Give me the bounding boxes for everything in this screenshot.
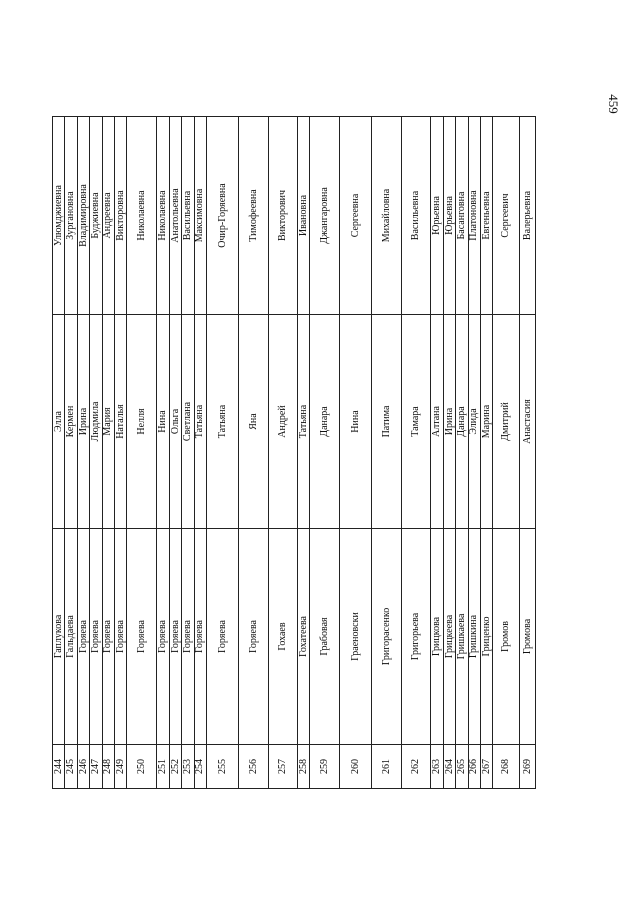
patronymic-cell: Евгеньевна (481, 117, 493, 315)
table-row (298, 117, 310, 789)
row-number: 261 (372, 745, 402, 789)
first-name-cell: Нина (157, 315, 169, 529)
first-name-cell: Нелля (127, 315, 157, 529)
table-row (102, 117, 114, 789)
table-row (402, 117, 431, 789)
row-number: 244 (53, 745, 65, 789)
row-number: 249 (115, 745, 127, 789)
first-name-cell: Нина (340, 315, 372, 529)
table-row (340, 117, 372, 789)
table-row (269, 117, 298, 789)
last-name-cell: Гохаев (269, 529, 298, 745)
table-row (310, 117, 340, 789)
rotated-table-wrapper (52, 117, 536, 789)
last-name-cell: Гришкина (468, 529, 480, 745)
patronymic-cell: Анатольевна (169, 117, 181, 315)
patronymic-cell: Юрьевна (431, 117, 443, 315)
table-row (157, 117, 169, 789)
table-row (372, 117, 402, 789)
first-name-cell: Данара (310, 315, 340, 529)
first-name-cell: Мария (102, 315, 114, 529)
patronymic-cell: Сергеевна (340, 117, 372, 315)
last-name-cell: Горяева (90, 529, 102, 745)
last-name-cell: Громова (520, 529, 536, 745)
last-name-cell: Горяева (182, 529, 194, 745)
row-number: 264 (443, 745, 455, 789)
first-name-cell: Татьяна (207, 315, 239, 529)
row-number: 252 (169, 745, 181, 789)
row-number: 248 (102, 745, 114, 789)
first-name-cell: Ирина (443, 315, 455, 529)
first-name-cell: Яна (239, 315, 269, 529)
last-name-cell: Горяева (157, 529, 169, 745)
first-name-cell: Данара (456, 315, 468, 529)
last-name-cell: Горяева (207, 529, 239, 745)
first-name-cell: Андрей (269, 315, 298, 529)
table-row (115, 117, 127, 789)
table-row (481, 117, 493, 789)
first-name-cell: Ирина (77, 315, 89, 529)
first-name-cell: Наталья (115, 315, 127, 529)
patronymic-cell: Платоновна (468, 117, 480, 315)
first-name-cell: Элида (468, 315, 480, 529)
first-name-cell: Анастасия (520, 315, 536, 529)
row-number: 254 (194, 745, 206, 789)
first-name-cell: Кермен (65, 315, 77, 529)
last-name-cell: Горяева (77, 529, 89, 745)
row-number: 256 (239, 745, 269, 789)
table-row (520, 117, 536, 789)
patronymic-cell: Васильевна (402, 117, 431, 315)
last-name-cell: Григорасенко (372, 529, 402, 745)
patronymic-cell: Басанговна (456, 117, 468, 315)
table-row (182, 117, 194, 789)
patronymic-cell: Максимовна (194, 117, 206, 315)
table-row (431, 117, 443, 789)
last-name-cell: Граеновски (340, 529, 372, 745)
first-name-cell: Ольга (169, 315, 181, 529)
patronymic-cell: Николаевна (127, 117, 157, 315)
table-row (468, 117, 480, 789)
row-number: 250 (127, 745, 157, 789)
row-number: 268 (493, 745, 520, 789)
last-name-cell: Громов (493, 529, 520, 745)
patronymic-cell: Улюмджиевна (53, 117, 65, 315)
row-number: 267 (481, 745, 493, 789)
first-name-cell: Людмила (90, 315, 102, 529)
last-name-cell: Гальдаева (65, 529, 77, 745)
patronymic-cell: Валерьевна (520, 117, 536, 315)
table-row (194, 117, 206, 789)
row-number: 260 (340, 745, 372, 789)
row-number: 246 (77, 745, 89, 789)
patronymic-cell: Юрьевна (443, 117, 455, 315)
patronymic-cell: Викторовна (115, 117, 127, 315)
patronymic-cell: Тимофеевна (239, 117, 269, 315)
first-name-cell: Светлана (182, 315, 194, 529)
row-number: 255 (207, 745, 239, 789)
table-row (77, 117, 89, 789)
row-number: 259 (310, 745, 340, 789)
patronymic-cell: Ивановна (298, 117, 310, 315)
row-number: 265 (456, 745, 468, 789)
patronymic-cell: Очир-Горяевна (207, 117, 239, 315)
row-number: 263 (431, 745, 443, 789)
registry-table-body (53, 117, 536, 789)
table-row (65, 117, 77, 789)
table-row (90, 117, 102, 789)
patronymic-cell: Николаевна (157, 117, 169, 315)
row-number: 262 (402, 745, 431, 789)
first-name-cell: Марина (481, 315, 493, 529)
patronymic-cell: Андреевна (102, 117, 114, 315)
last-name-cell: Грицкеева (443, 529, 455, 745)
last-name-cell: Горяева (127, 529, 157, 745)
table-row (53, 117, 65, 789)
last-name-cell: Грицкова (431, 529, 443, 745)
table-row (493, 117, 520, 789)
last-name-cell: Горяева (169, 529, 181, 745)
row-number: 247 (90, 745, 102, 789)
patronymic-cell: Сергеевич (493, 117, 520, 315)
table-row (207, 117, 239, 789)
last-name-cell: Гохатеева (298, 529, 310, 745)
first-name-cell: Татьяна (194, 315, 206, 529)
row-number: 257 (269, 745, 298, 789)
first-name-cell: Тамара (402, 315, 431, 529)
last-name-cell: Горяева (115, 529, 127, 745)
table-row (169, 117, 181, 789)
last-name-cell: Гриценко (481, 529, 493, 745)
last-name-cell: Грабовая (310, 529, 340, 745)
patronymic-cell: Михайловна (372, 117, 402, 315)
patronymic-cell: Викторович (269, 117, 298, 315)
patronymic-cell: Зургановна (65, 117, 77, 315)
patronymic-cell: Джангаровна (310, 117, 340, 315)
row-number: 251 (157, 745, 169, 789)
registry-table (52, 116, 536, 789)
table-row (443, 117, 455, 789)
table-row (456, 117, 468, 789)
last-name-cell: Гришкаева (456, 529, 468, 745)
row-number: 253 (182, 745, 194, 789)
patronymic-cell: Владимировна (77, 117, 89, 315)
table-row (127, 117, 157, 789)
patronymic-cell: Буджиевна (90, 117, 102, 315)
last-name-cell: Григорьева (402, 529, 431, 745)
last-name-cell: Горяева (102, 529, 114, 745)
row-number: 258 (298, 745, 310, 789)
first-name-cell: Алтана (431, 315, 443, 529)
row-number: 266 (468, 745, 480, 789)
last-name-cell: Горяева (194, 529, 206, 745)
first-name-cell: Татьяна (298, 315, 310, 529)
page-number: 459 (605, 94, 621, 114)
patronymic-cell: Васильевна (182, 117, 194, 315)
first-name-cell: Дмитрий (493, 315, 520, 529)
last-name-cell: Гаплукова (53, 529, 65, 745)
last-name-cell: Горяева (239, 529, 269, 745)
table-row (239, 117, 269, 789)
row-number: 269 (520, 745, 536, 789)
row-number: 245 (65, 745, 77, 789)
first-name-cell: Патима (372, 315, 402, 529)
first-name-cell: Элла (53, 315, 65, 529)
